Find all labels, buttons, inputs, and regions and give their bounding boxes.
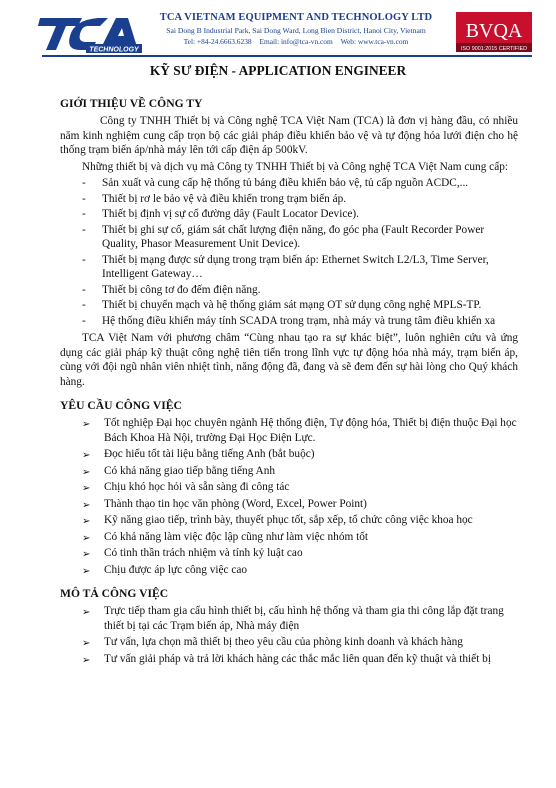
bvqa-text: BVQA: [465, 20, 523, 42]
list-item: - Thiết bị công tơ đo đếm điện năng.: [60, 283, 518, 298]
company-web: Web: www.tca-vn.com: [340, 37, 409, 46]
list-item: ➢ Tư vấn, lựa chọn mã thiết bị theo yêu cầu của phòng kinh doanh và khách hàng: [60, 635, 518, 650]
intro-paragraph-2: Những thiết bị và dịch vụ mà Công ty TNHH Thiết bị và Công nghệ TCA Việt Nam cung cấp:: [82, 160, 508, 173]
tca-logo: [38, 14, 142, 54]
list-item: ➢ Có khả năng giao tiếp bằng tiếng Anh: [60, 464, 518, 479]
list-item: - Thiết bị chuyển mạch và hệ thống giám sát mạng OT sử dụng công nghệ MPLS-TP.: [60, 298, 518, 313]
company-address: Sai Dong B Industrial Park, Sai Dong Ward, Long Bien District, Hanoi City, Vietnam: [166, 26, 426, 35]
list-item: ➢ Chịu khó học hỏi và sẵn sàng đi công tác: [60, 480, 518, 495]
arrow-bullet-icon: ➢: [82, 450, 91, 461]
list-item: ➢ Trực tiếp tham gia cấu hình thiết bị, cấu hình hệ thống và tham gia thi công lắp đặt trang thiết bị tại các Trạm biến áp, Nhà máy điện: [82, 605, 504, 632]
list-item: - Sản xuất và cung cấp hệ thống tủ bảng điều khiển bảo vệ, tủ cấp nguồn ACDC,...: [60, 176, 518, 191]
arrow-bullet-icon: ➢: [82, 638, 91, 649]
list-item: ➢ Kỹ năng giao tiếp, trình bày, thuyết phục tốt, sắp xếp, tổ chức công việc khoa học: [60, 513, 518, 528]
services-list: [60, 176, 518, 328]
intro-paragraph-1: Công ty TNHH Thiết bị và Công nghệ TCA Việt Nam (TCA) là đơn vị hàng đầu, có nhiều năm kinh nghiệm cung cấp trọn bộ các giải pháp điều khiển bảo vệ và tự động hóa lưới điện cho hệ thống trạm biến áp/nhà máy lên tới cấp điện áp 500kV.: [60, 115, 518, 156]
list-item: ➢ Thành thạo tin học văn phòng (Word, Excel, Power Point): [60, 497, 518, 512]
company-info: [146, 12, 446, 46]
company-name: TCA VIETNAM EQUIPMENT AND TECHNOLOGY LTD: [159, 12, 433, 23]
list-item: ➢ Có khả năng làm việc độc lập cũng như làm việc nhóm tốt: [60, 530, 518, 545]
arrow-bullet-icon: ➢: [82, 466, 91, 478]
list-item: ➢ Đọc hiểu tốt tài liệu bằng tiếng Anh (bắt buộc): [60, 447, 518, 462]
bvqa-cert-logo: [456, 12, 532, 52]
company-tel: Tel: +84-24.6663.6238: [183, 37, 252, 46]
arrow-bullet-icon: ➢: [82, 516, 91, 527]
arrow-bullet-icon: ➢: [82, 549, 91, 560]
company-email: Email: info@tca-vn.com: [259, 37, 333, 46]
arrow-bullet-icon: ➢: [82, 483, 91, 494]
list-item: - Hệ thống điều khiển máy tính SCADA trong trạm, nhà máy và trung tâm điều khiển xa: [60, 314, 518, 329]
list-item: ➢ Tư vấn giải pháp và trả lời khách hàng các thắc mắc liên quan đến kỹ thuật và thiết bị: [60, 652, 518, 667]
list-item: - Thiết bị rơ le bảo vệ và điều khiển trong trạm biến áp.: [60, 192, 518, 207]
arrow-bullet-icon: ➢: [82, 654, 91, 666]
intro-heading: GIỚI THIỆU VỀ CÔNG TY: [60, 97, 203, 110]
list-item: - Thiết bị mạng được sử dụng trong trạm biến áp: Ethernet Switch L2/L3, Time Server, Intelligent Gateway…: [60, 253, 518, 282]
document-body: [60, 96, 518, 668]
description-heading: MÔ TẢ CÔNG VIỆC: [60, 587, 169, 600]
logo-subtext: TECHNOLOGY: [89, 46, 139, 54]
arrow-bullet-icon: ➢: [82, 419, 91, 430]
arrow-bullet-icon: ➢: [82, 499, 91, 511]
list-item: ➢ Chịu được áp lực công việc cao: [60, 563, 518, 578]
document-title: KỸ SƯ ĐIỆN - APPLICATION ENGINEER: [149, 63, 407, 78]
list-item: - Thiết bị ghi sự cố, giám sát chất lượng điện năng, đo góc pha (Fault Recorder Power Quality, Phasor Measurement Unit Device).: [60, 223, 518, 252]
arrow-bullet-icon: ➢: [82, 532, 91, 544]
list-item: ➢ Có tinh thần trách nhiệm và tính kỷ luật cao: [60, 546, 518, 561]
list-item: ➢ Tốt nghiệp Đại học chuyên ngành Hệ thống điện, Tự động hóa, Thiết bị điện thuộc Đại học Bách Khoa Hà Nội, trường Đại Học Điện Lực.: [82, 417, 517, 444]
requirements-list: [60, 416, 518, 577]
bvqa-cert-text: ISO 9001:2015 CERTIFIED: [460, 46, 528, 52]
company-contact: [146, 37, 446, 46]
description-list: [60, 604, 518, 666]
header-divider: [42, 55, 532, 57]
requirements-heading: YÊU CẦU CÔNG VIỆC: [60, 399, 182, 412]
list-item: - Thiết bị định vị sự cố đường dây (Fault Locator Device).: [60, 207, 518, 222]
letterhead: [0, 0, 556, 60]
intro-paragraph-3: TCA Việt Nam với phương châm “Cùng nhau tạo ra sự khác biệt”, luôn nghiên cứu và ứng dụng các giải pháp kỹ thuật công nghệ tiên tiến trong lĩnh vực tự động hóa nhà máy, trạm biến áp, cùng với đội ngũ nhân viên nhiệt tình, năng động đã, đang và sẽ đem đến sự hài lòng cho Quý khách hàng.: [60, 332, 518, 388]
arrow-bullet-icon: ➢: [82, 607, 91, 618]
arrow-bullet-icon: ➢: [82, 565, 91, 577]
